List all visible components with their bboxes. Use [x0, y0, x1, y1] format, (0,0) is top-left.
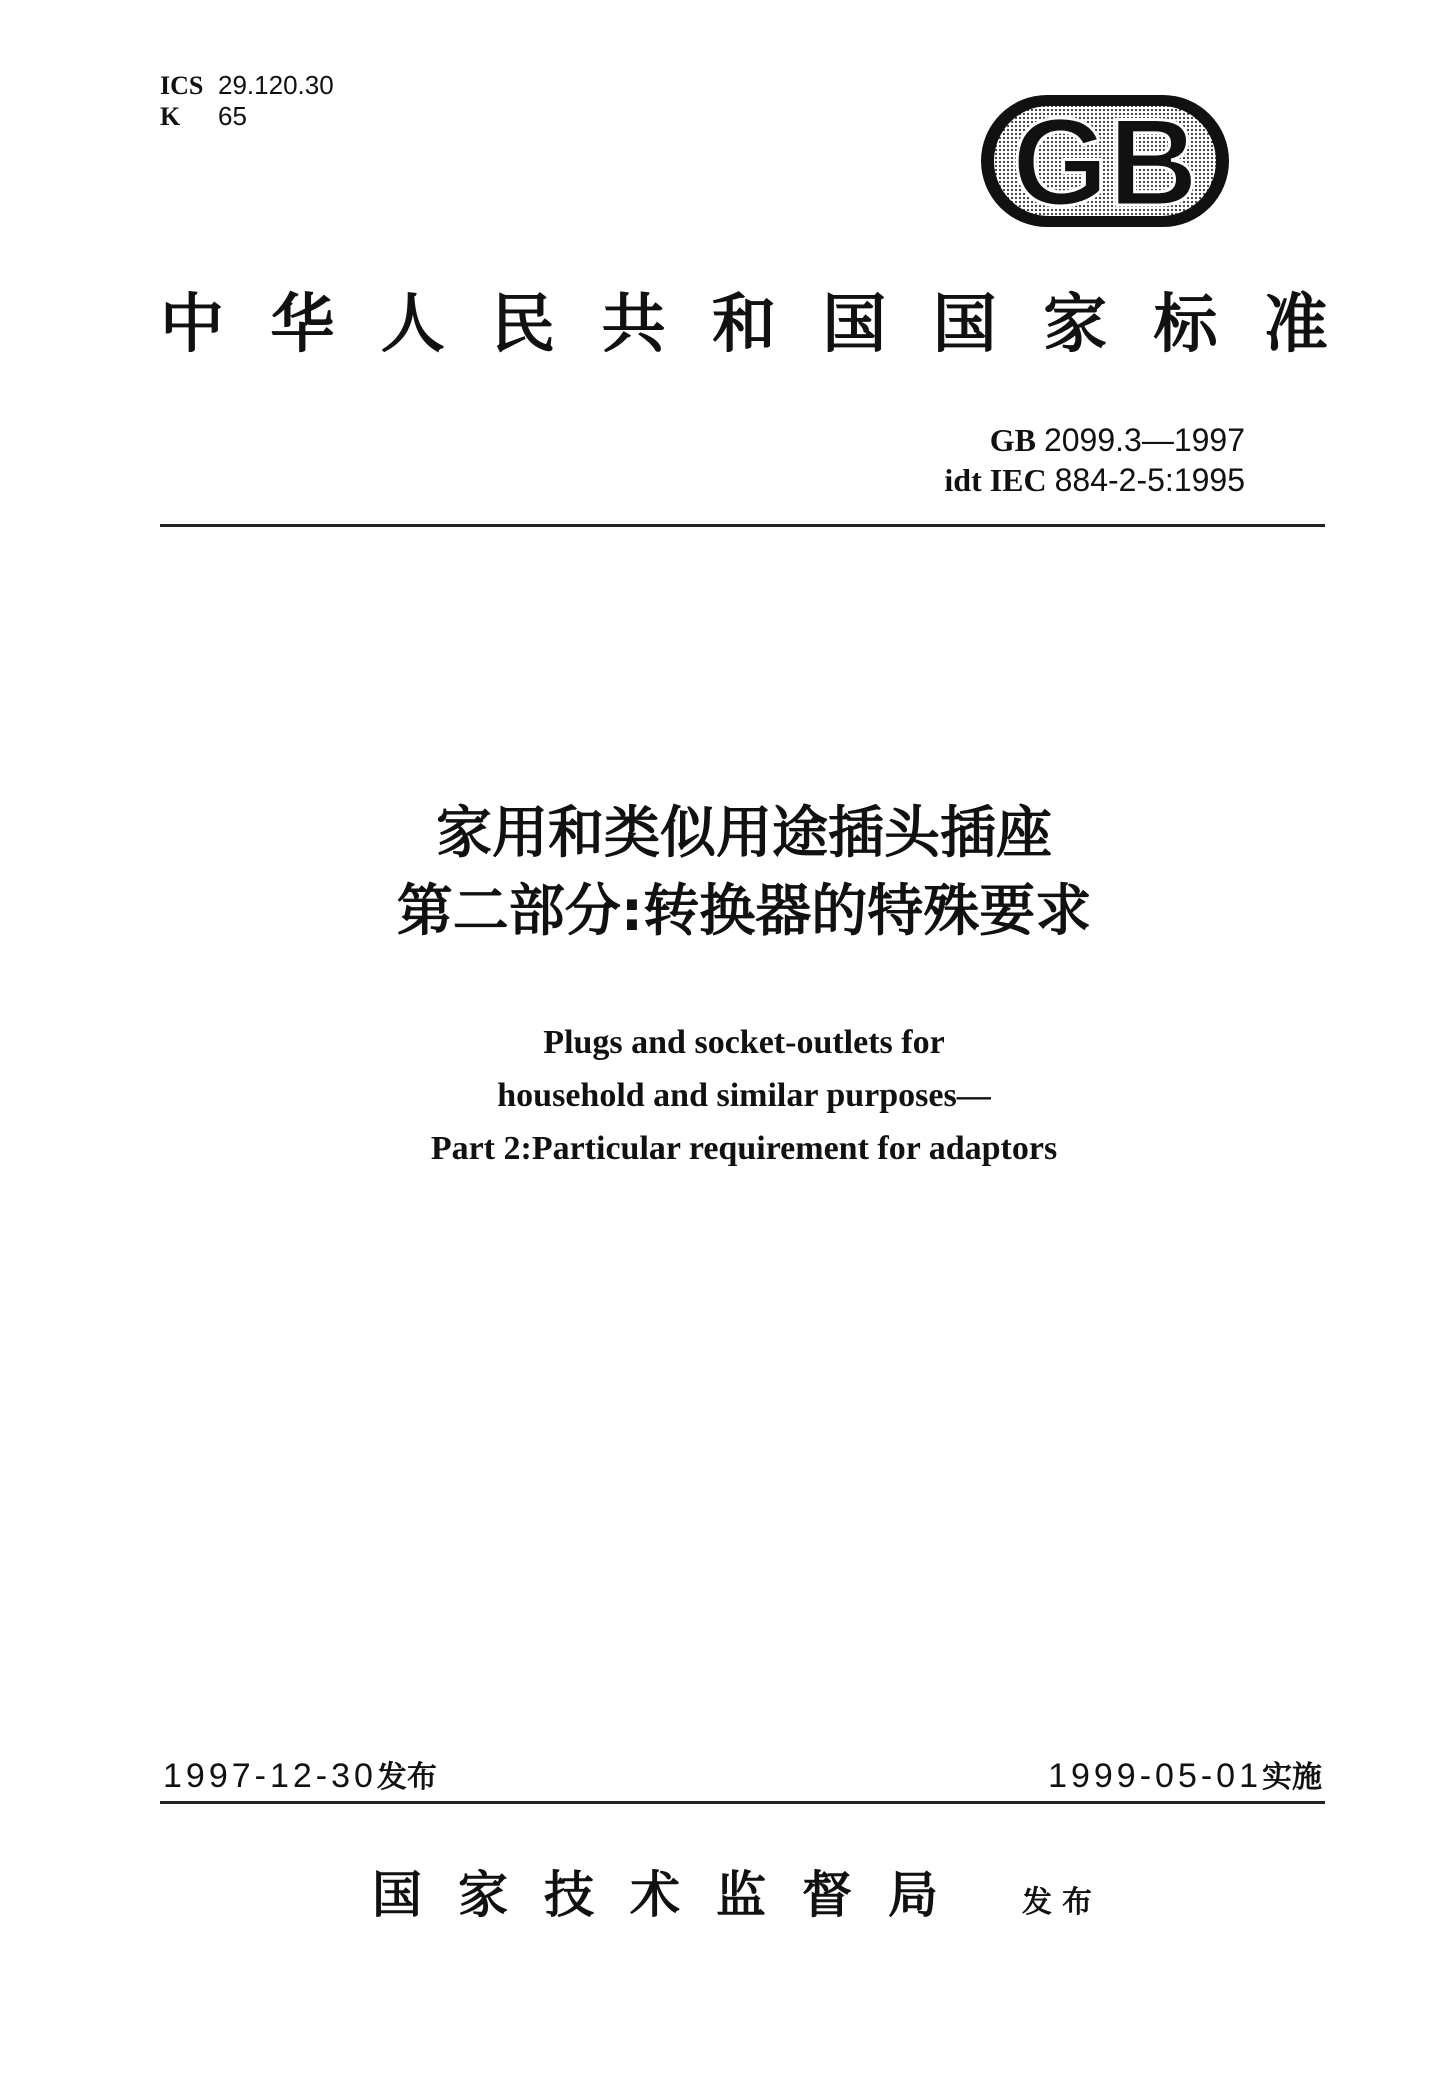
english-title-line-3: Part 2:Particular requirement for adaptors — [430, 1130, 1058, 1167]
national-standard-char: 人 — [380, 287, 445, 362]
k-label: K — [160, 102, 181, 131]
idt-number — [900, 460, 1245, 500]
publish-date: 1997-12-30 — [163, 1757, 377, 1795]
national-standard-char: 民 — [491, 287, 556, 362]
implement-date-block — [1048, 1752, 1322, 1796]
english-title — [160, 1016, 1328, 1175]
gb-logo-text: GB — [1012, 94, 1198, 230]
national-standard-char: 准 — [1263, 287, 1328, 362]
gb-logo — [978, 92, 1232, 230]
idt-number-label: idt IEC — [944, 462, 1047, 498]
english-title-line-1: Plugs and socket-outlets for — [543, 1024, 945, 1061]
ics-label: ICS — [160, 71, 204, 100]
national-standard-char: 标 — [1153, 287, 1218, 362]
english-title-line-2: household and similar purposes— — [497, 1077, 991, 1114]
national-standard-char: 国 — [822, 287, 887, 362]
k-value: 65 — [218, 101, 247, 131]
idt-number-value: 884-2-5:1995 — [1054, 462, 1245, 498]
national-standard-char: 家 — [1043, 287, 1108, 362]
bottom-divider — [160, 1801, 1325, 1804]
national-standard-heading — [160, 280, 1328, 370]
ics-code — [160, 70, 334, 101]
issuer-name: 国家技术监督局 — [372, 1865, 974, 1924]
gb-number-label: GB — [989, 422, 1036, 458]
national-standard-char: 国 — [932, 287, 997, 362]
implement-label: 实施 — [1262, 1760, 1322, 1795]
national-standard-char: 华 — [270, 287, 335, 362]
chinese-title — [160, 795, 1328, 951]
issuer-action: 发布 — [1022, 1885, 1102, 1920]
chinese-title-line-1: 家用和类似用途插头插座 — [436, 801, 1052, 866]
top-divider — [160, 524, 1325, 527]
implement-date: 1999-05-01 — [1048, 1757, 1262, 1795]
national-standard-char: 共 — [601, 287, 666, 362]
chinese-title-line-2: 第二部分:转换器的特殊要求 — [396, 879, 1092, 944]
gb-number-value: 2099.3—1997 — [1043, 422, 1245, 458]
national-standard-char: 中 — [160, 287, 224, 362]
classification-codes — [160, 70, 334, 132]
ics-value: 29.120.30 — [218, 70, 334, 100]
national-standard-char: 和 — [711, 287, 776, 362]
issuer-block — [372, 1855, 1102, 1927]
publish-label: 发布 — [376, 1760, 437, 1795]
gb-number — [900, 420, 1245, 460]
k-code — [160, 101, 334, 132]
standard-number — [900, 420, 1245, 500]
publish-date-block — [163, 1752, 437, 1796]
